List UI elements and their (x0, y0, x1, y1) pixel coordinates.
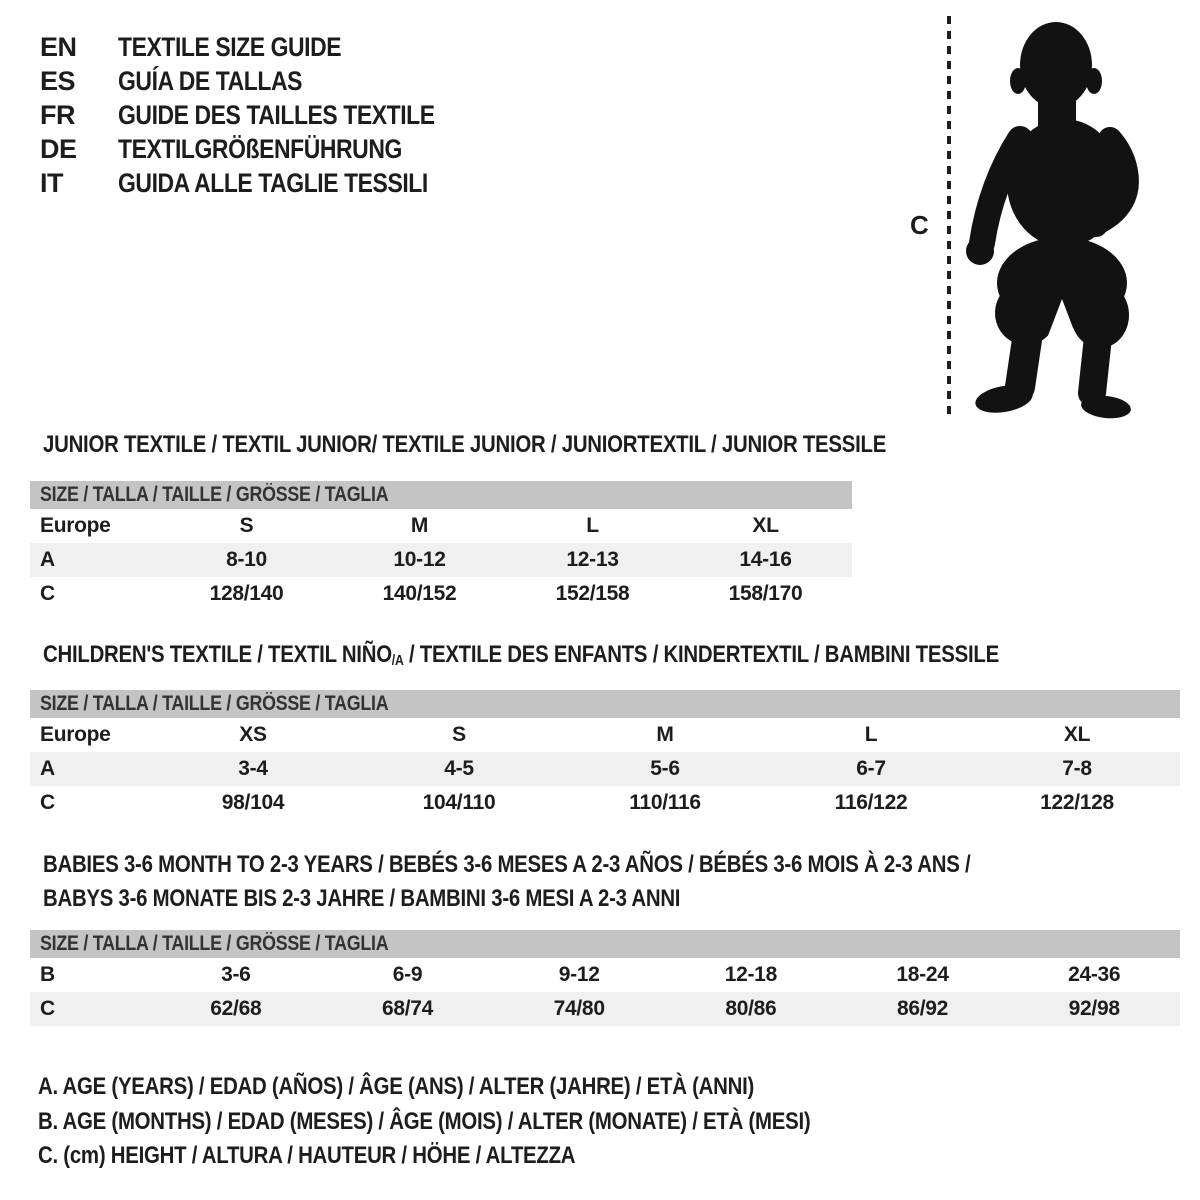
language-code: EN (40, 31, 77, 62)
age-cell: 14-16 (739, 548, 792, 571)
size-cell: L (864, 723, 878, 746)
children-title-prefix: CHILDREN'S TEXTILE / TEXTIL NIÑO (43, 641, 392, 668)
row-label: B (40, 963, 55, 986)
language-title: GUIDE DES TAILLES TEXTILE (118, 99, 435, 130)
height-cell: 110/116 (629, 791, 701, 814)
table-row-age-months (30, 958, 1180, 992)
toddler-silhouette-icon (960, 15, 1140, 420)
language-code: DE (40, 133, 77, 164)
row-label: Europe (40, 514, 111, 537)
size-table-header (30, 690, 1180, 718)
height-cell: 128/140 (209, 582, 284, 605)
size-cell: L (586, 514, 599, 537)
height-cell: 86/92 (896, 997, 949, 1020)
size-table-header-label: SIZE / TALLA / TAILLE / GRÖSSE / TAGLIA (40, 932, 389, 955)
height-cell: 152/158 (555, 582, 630, 605)
language-title: GUIDA ALLE TAGLIE TESSILI (118, 167, 428, 198)
babies-size-table (30, 930, 1180, 1026)
age-cell: 6-9 (392, 963, 423, 986)
children-size-table (30, 690, 1180, 820)
height-cell: 74/80 (553, 997, 605, 1020)
height-measure-label: C (910, 210, 929, 240)
table-row-height (30, 992, 1180, 1026)
row-label: Europe (40, 723, 111, 746)
size-cell: XS (239, 723, 267, 746)
table-row-europe (30, 718, 1180, 752)
age-cell: 18-24 (896, 963, 949, 986)
language-title: GUÍA DE TALLAS (118, 65, 303, 96)
language-title: TEXTILE SIZE GUIDE (118, 31, 342, 62)
language-row (40, 64, 491, 98)
table-row-height (30, 577, 852, 611)
height-cell: 116/122 (834, 791, 908, 814)
junior-size-table (30, 481, 852, 611)
language-row (40, 132, 491, 166)
size-table-header (30, 930, 1180, 958)
size-cell: XL (1063, 723, 1091, 746)
age-cell: 4-5 (444, 757, 474, 780)
language-code: IT (40, 167, 63, 198)
language-code: ES (40, 65, 76, 96)
size-table-header-label: SIZE / TALLA / TAILLE / GRÖSSE / TAGLIA (40, 483, 389, 506)
height-cell: 122/128 (1040, 791, 1114, 814)
table-row-age (30, 752, 1180, 786)
language-row (40, 30, 491, 64)
language-title: TEXTILGRÖßENFÜHRUNG (118, 133, 402, 164)
babies-section-title-line2: BABYS 3-6 MONATE BIS 2-3 JAHRE / BAMBINI 3-6 MESI A 2-3 ANNI (43, 885, 681, 912)
age-cell: 8-10 (226, 548, 267, 571)
size-cell: XL (752, 514, 779, 537)
age-cell: 10-12 (393, 548, 446, 571)
age-cell: 6-7 (856, 757, 886, 780)
age-cell: 12-13 (566, 548, 619, 571)
size-cell: M (656, 723, 674, 746)
babies-section-title-line1: BABIES 3-6 MONTH TO 2-3 YEARS / BEBÉS 3-6 MESES A 2-3 AÑOS / BÉBÉS 3-6 MOIS À 2-3 ANS / (43, 851, 971, 878)
junior-section-title: JUNIOR TEXTILE / TEXTIL JUNIOR/ TEXTILE JUNIOR / JUNIORTEXTIL / JUNIOR TESSILE (43, 431, 887, 458)
height-cell: 98/104 (221, 791, 285, 814)
size-cell: S (452, 723, 466, 746)
legend-age-months: B. AGE (MONTHS) / EDAD (MESES) / ÂGE (MOIS) / ALTER (MONATE) / ETÀ (MESI) (38, 1108, 811, 1135)
age-cell: 9-12 (558, 963, 600, 986)
height-cell: 104/110 (422, 791, 496, 814)
height-cell: 140/152 (382, 582, 457, 605)
age-cell: 12-18 (724, 963, 777, 986)
row-label: A (40, 757, 55, 780)
height-cell: 62/68 (210, 997, 262, 1020)
children-section-title (43, 641, 999, 669)
size-cell: S (239, 514, 254, 537)
language-row (40, 166, 491, 200)
height-cell: 92/98 (1068, 997, 1120, 1020)
row-label: C (40, 997, 55, 1020)
legend-age-years: A. AGE (YEARS) / EDAD (AÑOS) / ÂGE (ANS) / ALTER (JAHRE) / ETÀ (ANNI) (38, 1073, 755, 1100)
age-cell: 3-6 (221, 963, 251, 986)
height-cell: 158/170 (728, 582, 803, 605)
size-table-header-label: SIZE / TALLA / TAILLE / GRÖSSE / TAGLIA (40, 692, 389, 715)
age-cell: 5-6 (650, 757, 680, 780)
size-table-header (30, 481, 852, 509)
size-cell: M (410, 514, 429, 537)
age-cell: 3-4 (238, 757, 268, 780)
children-title-suffix: / TEXTILE DES ENFANTS / KINDERTEXTIL / BAMBINI TESSILE (403, 641, 999, 668)
children-title-sub: /A (391, 652, 404, 669)
height-cell: 80/86 (725, 997, 777, 1020)
language-code: FR (40, 99, 75, 130)
row-label: A (40, 548, 55, 571)
legend-height-cm: C. (cm) HEIGHT / ALTURA / HAUTEUR / HÖHE / ALTEZZA (38, 1142, 576, 1169)
language-title-list (40, 30, 491, 200)
row-label: C (40, 582, 55, 605)
row-label: C (40, 791, 55, 814)
height-measure-dashed-line (947, 16, 951, 420)
table-row-age (30, 543, 852, 577)
table-row-europe (30, 509, 852, 543)
language-row (40, 98, 491, 132)
height-cell: 68/74 (381, 997, 434, 1020)
age-cell: 7-8 (1062, 757, 1092, 780)
age-cell: 24-36 (1068, 963, 1121, 986)
table-row-height (30, 786, 1180, 820)
